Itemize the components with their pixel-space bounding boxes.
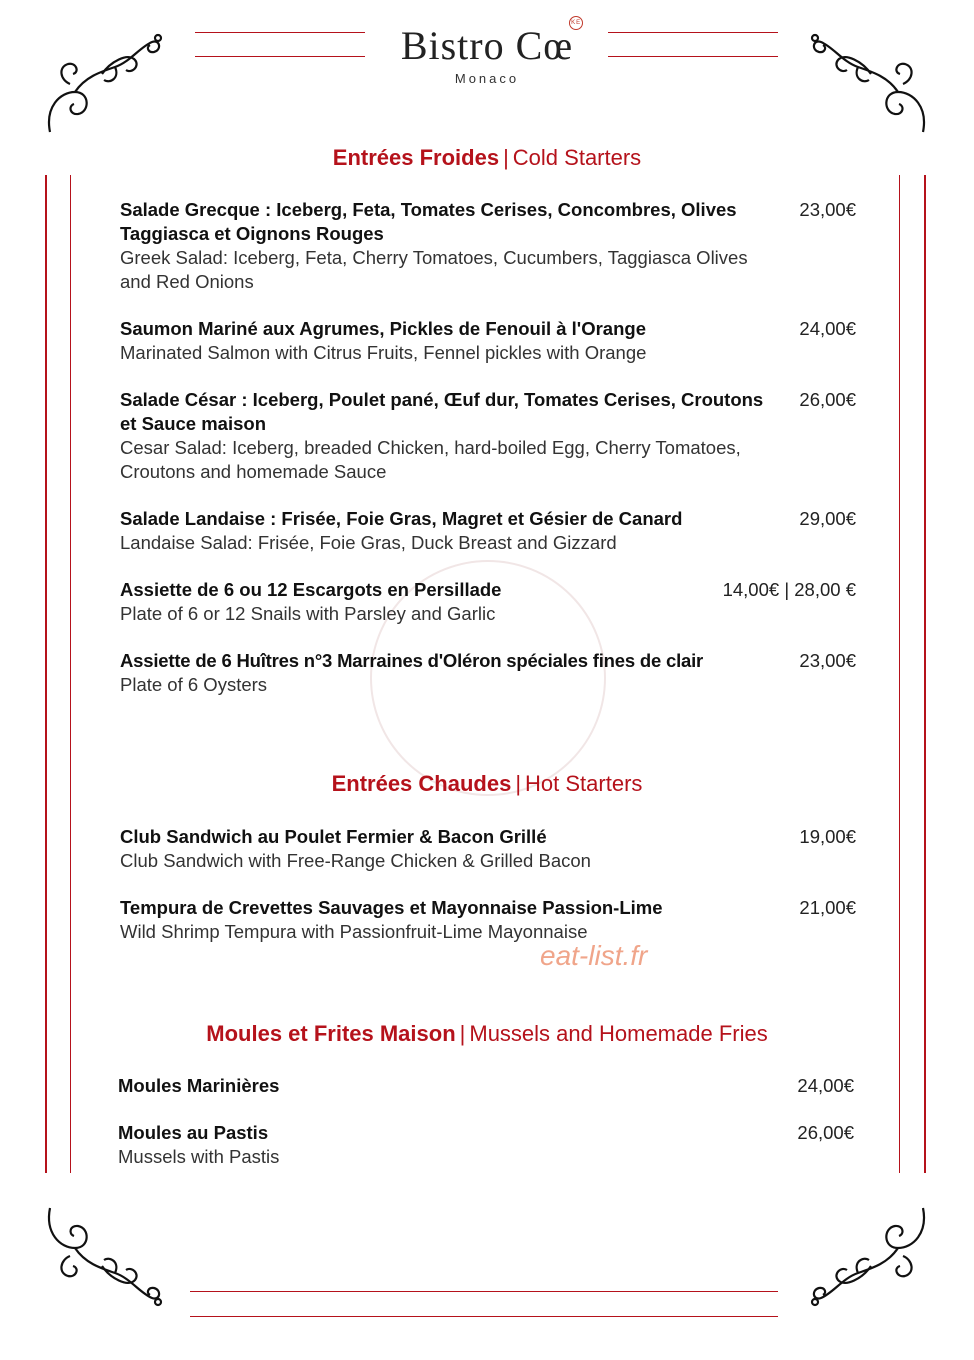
menu-item xyxy=(120,578,856,626)
item-name-fr: Club Sandwich au Poulet Fermier & Bacon Grillé xyxy=(120,826,547,847)
section-title-cold-starters: Entrées Froides | Cold Starters xyxy=(332,145,642,170)
item-name-en: Plate of 6 or 12 Snails with Parsley and Garlic xyxy=(120,603,496,624)
section-title-fr: Entrées Chaudes xyxy=(331,771,512,796)
section-title-fr: Entrées Froides xyxy=(332,145,500,170)
item-price: 24,00€ xyxy=(799,318,856,339)
watermark: eat-list.fr xyxy=(540,940,648,971)
section-title-en: Mussels and Homemade Fries xyxy=(469,1021,768,1046)
item-name-fr: Salade Landaise : Frisée, Foie Gras, Magret et Gésier de Canard xyxy=(120,508,683,529)
item-name-en: Plate of 6 Oysters xyxy=(120,674,268,695)
restaurant-logo xyxy=(0,22,974,86)
menu-item xyxy=(120,317,856,365)
item-name-en: Marinated Salmon with Citrus Fruits, Fennel pickles with Orange xyxy=(120,342,647,363)
item-price: 21,00€ xyxy=(799,897,856,918)
logo-badge: KE xyxy=(569,16,583,30)
menu-item xyxy=(120,198,856,294)
item-name-en: Greek Salad: Iceberg, Feta, Cherry Tomatoes, Cucumbers, Taggiasca Olives and Red Onions xyxy=(120,247,748,292)
section-title-en: Hot Starters xyxy=(525,771,643,796)
item-name-en: Cesar Salad: Iceberg, breaded Chicken, hard-boiled Egg, Cherry Tomatoes, Croutons and homemade Sauce xyxy=(120,437,741,482)
ornament-bottom-right-icon xyxy=(808,1200,933,1318)
item-price: 14,00€ | 28,00 € xyxy=(722,579,856,600)
restaurant-name xyxy=(400,20,582,69)
ornament-bottom-left-icon xyxy=(40,1200,165,1318)
item-price: 19,00€ xyxy=(799,826,856,847)
footer-rule-top xyxy=(190,1291,778,1292)
item-name-fr: Tempura de Crevettes Sauvages et Mayonnaise Passion-Lime xyxy=(120,897,663,918)
item-name-fr: Moules Marinières xyxy=(118,1075,280,1096)
item-name-fr: Assiette de 6 Huîtres n°3 Marraines d'Oléron spéciales fines de clair xyxy=(120,650,704,671)
item-price: 23,00€ xyxy=(799,199,856,220)
menu-item xyxy=(120,825,856,873)
item-name-fr: Moules au Pastis xyxy=(118,1122,269,1143)
restaurant-name-text: Bistro Cœ xyxy=(400,23,574,68)
menu-item xyxy=(118,1121,854,1169)
item-name-fr: Salade César : Iceberg, Poulet pané, Œuf dur, Tomates Cerises, Croutons et Sauce maison xyxy=(120,389,764,434)
item-price: 26,00€ xyxy=(799,389,856,410)
section-title-hot-starters: Entrées Chaudes | Hot Starters xyxy=(331,771,643,796)
menu-item xyxy=(120,388,856,484)
footer-rule-bottom xyxy=(190,1316,778,1317)
item-name-fr: Saumon Mariné aux Agrumes, Pickles de Fenouil à l'Orange xyxy=(120,318,646,339)
restaurant-city: Monaco xyxy=(454,71,520,86)
item-name-en: Wild Shrimp Tempura with Passionfruit-Lime Mayonnaise xyxy=(120,921,588,942)
menu-item xyxy=(120,896,856,944)
menu-item xyxy=(120,649,856,697)
item-price: 23,00€ xyxy=(799,650,856,671)
item-name-en: Landaise Salad: Frisée, Foie Gras, Duck Breast and Gizzard xyxy=(120,532,617,553)
item-price: 24,00€ xyxy=(797,1075,854,1096)
menu-item xyxy=(118,1074,854,1098)
item-price: 29,00€ xyxy=(799,508,856,529)
item-name-en: Club Sandwich with Free-Range Chicken & Grilled Bacon xyxy=(120,850,591,871)
section-title-fr: Moules et Frites Maison xyxy=(206,1021,456,1046)
item-price: 26,00€ xyxy=(797,1122,854,1143)
item-name-en: Mussels with Pastis xyxy=(118,1146,280,1167)
menu-item xyxy=(120,507,856,555)
item-name-fr: Salade Grecque : Iceberg, Feta, Tomates Cerises, Concombres, Olives Taggiasca et Oignons Rouges xyxy=(120,199,737,244)
section-title-mussels: Moules et Frites Maison | Mussels and Homemade Fries xyxy=(206,1021,768,1046)
item-name-fr: Assiette de 6 ou 12 Escargots en Persillade xyxy=(120,579,502,600)
section-title-en: Cold Starters xyxy=(512,145,642,170)
